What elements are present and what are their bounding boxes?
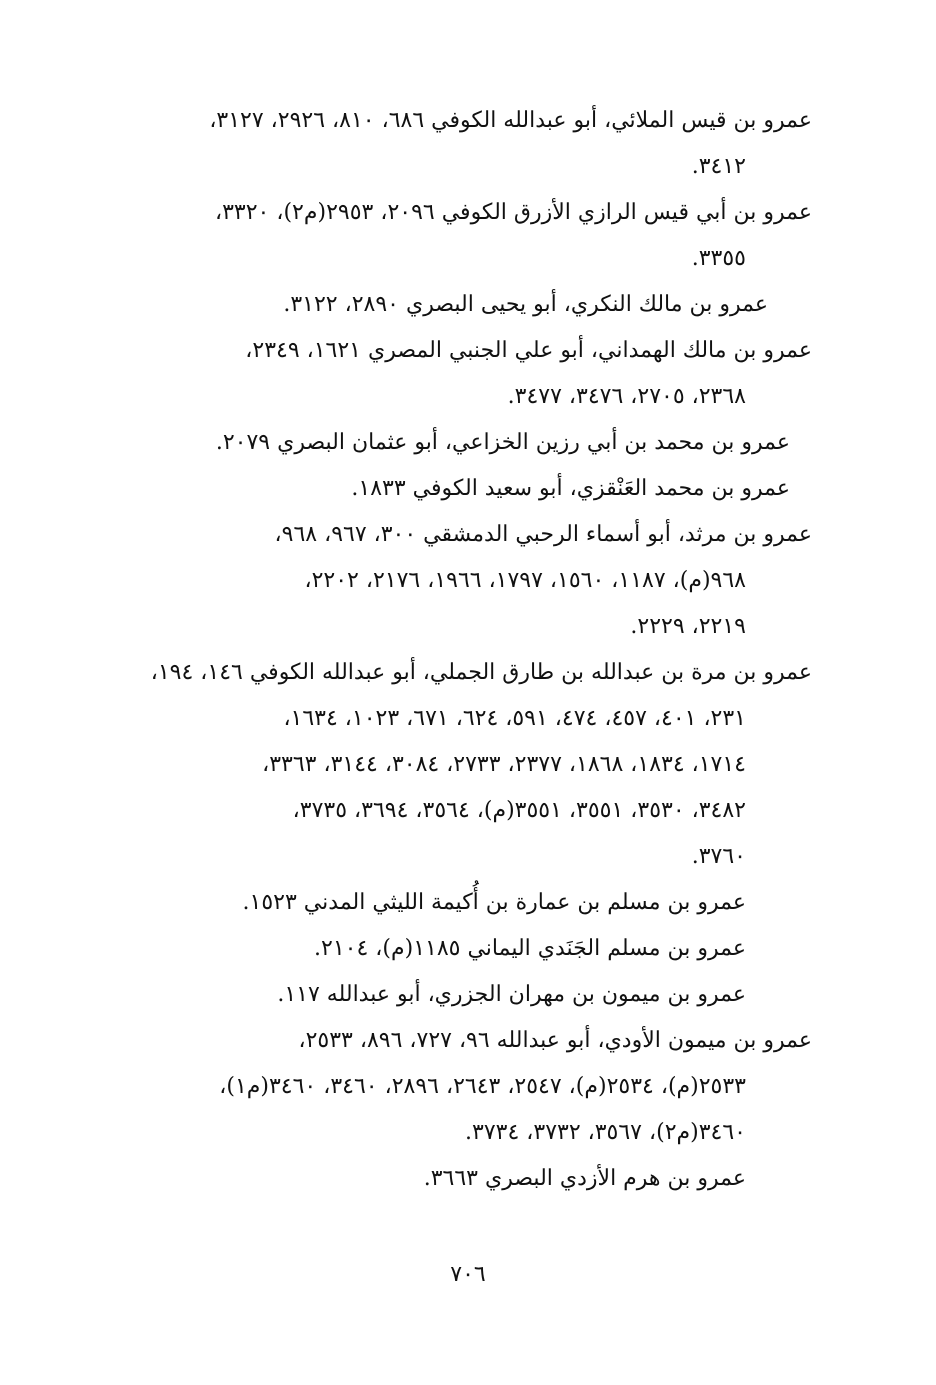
entry-heading-line: عمرو بن محمد بن أبي رزين الخزاعي، أبو عثمان البصري ٢٠٧٩. xyxy=(215,430,790,455)
entry-continuation-line: ٣٣٥٥. xyxy=(691,246,746,271)
entry-continuation-line: ٢٥٣٣(م)، ٢٥٣٤(م)، ٢٥٤٧، ٢٦٤٣، ٢٨٩٦، ٣٤٦٠، ٣٤٦٠(م١)، xyxy=(219,1074,746,1099)
entry-continuation-line: ٩٦٨(م)، ١١٨٧، ١٥٦٠، ١٧٩٧، ١٩٦٦، ٢١٧٦، ٢٢٠٢، xyxy=(304,568,746,593)
index-entry xyxy=(112,880,812,926)
entry-continuation-line: ٣٤١٢. xyxy=(691,154,746,179)
index-entry xyxy=(112,972,812,1018)
index-entries xyxy=(112,98,812,1202)
entry-continuation-line: ٣٧٦٠. xyxy=(691,844,746,869)
entry-continuation-line: ٢٣٦٨، ٢٧٠٥، ٣٤٧٦، ٣٤٧٧. xyxy=(507,384,746,409)
entry-heading-line: عمرو بن مرة بن عبدالله بن طارق الجملي، أبو عبدالله الكوفي ١٤٦، ١٩٤، xyxy=(150,660,812,685)
entry-heading-line: عمرو بن مالك النكري، أبو يحيى البصري ٢٨٩٠، ٣١٢٢. xyxy=(283,292,768,317)
entry-heading-line: عمرو بن أبي قيس الرازي الأزرق الكوفي ٢٠٩٦، ٢٩٥٣(م٢)، ٣٣٢٠، xyxy=(214,200,812,225)
index-entry xyxy=(112,650,812,880)
entry-heading-line: عمرو بن مسلم بن عمارة بن أُكيمة الليثي المدني ١٥٢٣. xyxy=(242,890,746,915)
index-entry xyxy=(112,1156,812,1202)
index-entry xyxy=(112,1018,812,1156)
index-entry xyxy=(112,926,812,972)
index-entry xyxy=(112,466,812,512)
index-entry xyxy=(112,328,812,420)
index-entry xyxy=(112,420,812,466)
entry-continuation-line: ٣٤٦٠(م٢)، ٣٥٦٧، ٣٧٣٢، ٣٧٣٤. xyxy=(465,1120,746,1145)
entry-continuation-line: ٢٣١، ٤٠١، ٤٥٧، ٤٧٤، ٥٩١، ٦٢٤، ٦٧١، ١٠٢٣، ١٦٣٤، xyxy=(283,706,746,731)
entry-heading-line: عمرو بن قيس الملائي، أبو عبدالله الكوفي ٦٨٦، ٨١٠، ٢٩٢٦، ٣١٢٧، xyxy=(209,108,812,133)
entry-continuation-line: ٢٢١٩، ٢٢٢٩. xyxy=(630,614,746,639)
index-entry xyxy=(112,282,812,328)
entry-heading-line: عمرو بن محمد العَنْقزي، أبو سعيد الكوفي ١٨٣٣. xyxy=(351,476,790,501)
page-number: ٧٠٦ xyxy=(450,1262,486,1287)
index-entry xyxy=(112,190,812,282)
entry-heading-line: عمرو بن ميمون الأودي، أبو عبدالله ٩٦، ٧٢٧، ٨٩٦، ٢٥٣٣، xyxy=(298,1028,812,1053)
entry-heading-line: عمرو بن ميمون بن مهران الجزري، أبو عبدالله ١١٧. xyxy=(277,982,746,1007)
index-entry xyxy=(112,98,812,190)
entry-heading-line: عمرو بن مرثد، أبو أسماء الرحبي الدمشقي ٣٠٠، ٩٦٧، ٩٦٨، xyxy=(274,522,812,547)
entry-continuation-line: ١٧١٤، ١٨٣٤، ١٨٦٨، ٢٣٧٧، ٢٧٣٣، ٣٠٨٤، ٣١٤٤، ٣٣٦٣، xyxy=(262,752,746,777)
index-entry xyxy=(112,512,812,650)
entry-continuation-line: ٣٤٨٢، ٣٥٣٠، ٣٥٥١، ٣٥٥١(م)، ٣٥٦٤، ٣٦٩٤، ٣٧٣٥، xyxy=(292,798,746,823)
entry-heading-line: عمرو بن هرم الأزدي البصري ٣٦٦٣. xyxy=(423,1166,746,1191)
entry-heading-line: عمرو بن مالك الهمداني، أبو علي الجنبي المصري ١٦٢١، ٢٣٤٩، xyxy=(245,338,812,363)
entry-heading-line: عمرو بن مسلم الجَنَدي اليماني ١١٨٥(م)، ٢١٠٤. xyxy=(314,936,746,961)
